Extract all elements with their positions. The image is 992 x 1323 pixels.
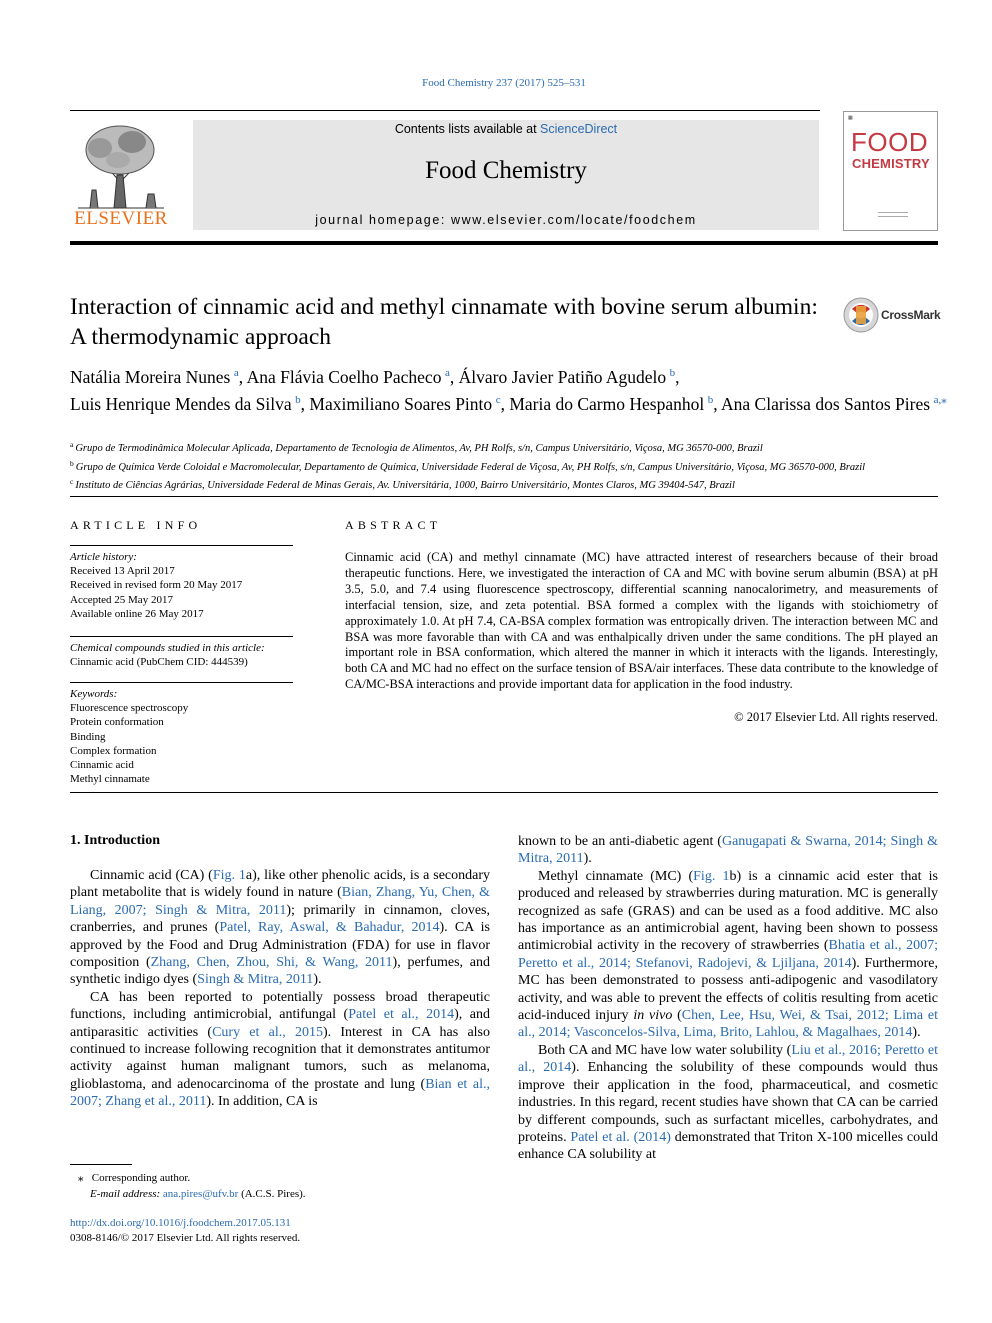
issn-line: 0308-8146/© 2017 Elsevier Ltd. All rights reserved. bbox=[70, 1232, 301, 1244]
author-affiliation-mark[interactable]: b bbox=[669, 367, 676, 379]
author-name: Maximiliano Soares Pinto bbox=[309, 394, 493, 414]
elsevier-logo bbox=[70, 120, 172, 230]
journal-masthead bbox=[193, 120, 819, 230]
top-rule bbox=[70, 110, 820, 111]
author-list bbox=[70, 362, 950, 416]
elsevier-tree-icon bbox=[70, 120, 172, 212]
body-paragraph bbox=[70, 989, 490, 1111]
abstract-copyright: © 2017 Elsevier Ltd. All rights reserved. bbox=[734, 710, 938, 724]
doi-link[interactable]: http://dx.doi.org/10.1016/j.foodchem.2017.05.131 bbox=[70, 1217, 291, 1229]
body-text: Cinnamic acid (CA) ( bbox=[90, 868, 213, 883]
footnote-star: ⁎ bbox=[78, 1172, 84, 1184]
corresponding-author-note bbox=[78, 1170, 478, 1186]
keyword-item: Cinnamic acid bbox=[70, 759, 134, 772]
affiliation-label: c bbox=[70, 477, 74, 486]
author-name: Ana Clarissa dos Santos Pires bbox=[721, 394, 931, 414]
author-separator: , bbox=[449, 367, 459, 387]
affiliation bbox=[70, 438, 970, 457]
journal-homepage bbox=[193, 213, 819, 227]
history-label: Article history: bbox=[70, 551, 137, 563]
body-text: ), perfumes, and synthetic indigo dyes ( bbox=[70, 955, 490, 988]
affiliation-text: Grupo de Termodinâmica Molecular Aplicada, Departamento de Tecnologia de Alimentos, Av, PH Rolfs, s/n, Campus Universitário, Viçosa, MG 36570-000, Brazil bbox=[75, 443, 763, 454]
author-affiliation-mark[interactable]: a bbox=[444, 367, 450, 379]
body-text: b) is a cinnamic acid ester that is produced and released by strawberries during maturation. MC is generally recognized as safe (GRAS) and can be used as a food additive. MC also has importance as an antimicrobial agent, having been shown to possess antimicrobial activity in the recovery of strawberries ( bbox=[518, 868, 938, 954]
citation-link[interactable]: Bian et al., 2007; Zhang et al., 2011 bbox=[70, 1076, 490, 1110]
citation-link[interactable]: Fig. 1 bbox=[693, 868, 730, 884]
keyword-item: Complex formation bbox=[70, 744, 157, 757]
crossmark-label: CrossMark bbox=[881, 308, 941, 322]
cover-icon: ▦ bbox=[848, 115, 853, 121]
author-name: Luis Henrique Mendes da Silva bbox=[70, 394, 292, 414]
affiliation-list bbox=[70, 438, 970, 494]
citation-link[interactable]: Patel et al., 2014 bbox=[348, 1007, 455, 1023]
citation-link[interactable]: Bhatia et al., 2007; Peretto et al., 2014; Stefanovi, Radojevi, & Ljiljana, 2014 bbox=[518, 938, 938, 971]
author bbox=[459, 367, 680, 387]
citation-link[interactable]: Cury et al., 2015 bbox=[212, 1024, 323, 1040]
body-text: CA has been reported to potentially possess broad therapeutic functions, including antimicrobial, antifungal ( bbox=[70, 989, 490, 1023]
author bbox=[309, 394, 509, 414]
cover-chemistry-text: CHEMISTRY bbox=[852, 156, 930, 171]
crossmark-icon bbox=[843, 297, 879, 333]
author bbox=[70, 367, 247, 387]
italic-text: in vivo bbox=[633, 1008, 673, 1024]
body-text: Both CA and MC have low water solubility ( bbox=[538, 1042, 792, 1058]
body-text: known to be an anti-diabetic agent ( bbox=[518, 834, 722, 849]
abstract-text: Cinnamic acid (CA) and methyl cinnamate (MC) have attracted interest of researchers because of their broad therapeutic functions. Here, we investigated the interaction of CA and MC with bovine serum albumin (BSA) at pH 3.5, 5.0, and 7.4 using fluorescence spectroscopy, differential scanning nanocalorimetry, and measurements of interfacial tension, size, and zeta potential. BSA formed a complex with the ligands with stoichiometry of approximately 1.0. At pH 7.4, CA-BSA complex formation was entropically driven. The interaction between MC and BSA was more favorable than with CA and was enthalpically driven under the same conditions. The pH played an important role in BSA conformation, which altered the manner in which it interacts with the ligands. Interestingly, both CA and MC had no effect on the surface tension of BSA/air interfaces. These data contribute to the knowledge of CA/MC-BSA interactions and provide important data for application in the food industry. bbox=[345, 550, 938, 692]
journal-name: Food Chemistry bbox=[425, 157, 587, 184]
journal-citation[interactable]: Food Chemistry 237 (2017) 525–531 bbox=[422, 77, 586, 89]
affiliation bbox=[70, 457, 970, 476]
info-rule bbox=[70, 545, 293, 546]
body-text: demonstrated that Triton X-100 micelles could enhance CA solubility at bbox=[518, 1129, 938, 1163]
citation-link[interactable]: Ganugapati & Swarna, 2014; Singh & Mitra, 2011 bbox=[518, 834, 938, 867]
email-link[interactable]: ana.pires@ufv.br bbox=[162, 1188, 239, 1200]
body-text: a), like other phenolic acids, is a secondary plant metabolite that is widely found in nature ( bbox=[70, 868, 490, 901]
author-separator: , bbox=[238, 367, 247, 387]
footnote bbox=[78, 1170, 478, 1202]
keyword-item: Methyl cinnamate bbox=[70, 773, 150, 786]
doi-block bbox=[70, 1216, 300, 1246]
footnote-rule bbox=[70, 1164, 132, 1165]
keywords-label: Keywords: bbox=[70, 688, 118, 700]
corresponding-mark[interactable]: ⁎ bbox=[941, 394, 947, 406]
corresponding-label: Corresponding author. bbox=[91, 1172, 191, 1184]
body-text: ); primarily in cinnamon, cloves, cranberries, and prunes ( bbox=[70, 902, 490, 936]
info-rule bbox=[70, 682, 293, 683]
author-affiliation-mark[interactable]: b bbox=[707, 394, 714, 406]
author-affiliation-mark[interactable]: b bbox=[295, 394, 301, 406]
article-history bbox=[70, 545, 293, 621]
body-column-left bbox=[70, 867, 490, 1111]
header-rule bbox=[70, 241, 938, 245]
history-list bbox=[70, 564, 293, 621]
body-text: ). In addition, CA is bbox=[206, 1094, 318, 1110]
author-affiliation-mark[interactable]: a bbox=[233, 367, 239, 379]
author-separator: , bbox=[300, 394, 310, 414]
intro-heading: 1. Introduction bbox=[70, 833, 160, 848]
keyword-item: Protein conformation bbox=[70, 716, 164, 729]
affiliation-label: b bbox=[70, 458, 74, 468]
body-paragraph bbox=[518, 833, 938, 868]
citation-link[interactable]: Zhang, Chen, Zhou, Shi, & Wang, 2011 bbox=[150, 955, 393, 971]
history-item: Received 13 April 2017 bbox=[70, 565, 175, 578]
author-separator: , bbox=[675, 367, 680, 387]
body-text: ). Interest in CA has also continued to increase following recognition that it demonstrates antitumor activity against human malignant tumors, such as melanoma, glioblastoma, and adenocarcinoma of the prostate and lung ( bbox=[70, 1024, 490, 1092]
author-affiliation-mark[interactable]: a, bbox=[933, 394, 942, 406]
body-text: ). Enhancing the solubility of these compounds would thus improve their application in the food, pharmaceutical, and cosmetic industries. In this regard, recent studies have shown that CA can be carried by different compounds, such as surfactant micelles, carbohydrates, and proteins. bbox=[518, 1060, 938, 1145]
citation-link[interactable]: Liu et al., 2016; Peretto et al., 2014 bbox=[518, 1042, 939, 1076]
keywords-block bbox=[70, 682, 293, 786]
history-item: Available online 26 May 2017 bbox=[70, 607, 204, 620]
cover-lines bbox=[878, 212, 908, 217]
abstract-heading: ABSTRACT bbox=[345, 518, 442, 532]
compound-item: Cinnamic acid (PubChem CID: 444539) bbox=[70, 656, 248, 669]
affiliation-text: Grupo de Química Verde Coloidal e Macromolecular, Departamento de Química, Universidade Federal de Viçosa, Av, PH Rolfs, s/n, Campus Universitário, Viçosa, MG 36570-000, Brazil bbox=[75, 461, 866, 473]
author-name: Maria do Carmo Hespanhol bbox=[509, 394, 705, 414]
author bbox=[721, 394, 947, 414]
compounds-label: Chemical compounds studied in this article: bbox=[70, 642, 265, 654]
keyword-list bbox=[70, 701, 293, 786]
author-name: Natália Moreira Nunes bbox=[70, 367, 231, 387]
body-text: ). bbox=[912, 1025, 921, 1041]
cover-food-text: FOOD bbox=[851, 127, 929, 157]
compound-list bbox=[70, 655, 293, 669]
citation-link[interactable]: Patel, Ray, Aswal, & Bahadur, 2014 bbox=[219, 920, 440, 936]
body-text: ( bbox=[672, 1008, 682, 1024]
section-rule bbox=[70, 792, 938, 793]
author-affiliation-mark[interactable]: c bbox=[495, 394, 501, 406]
body-paragraph bbox=[518, 868, 938, 1042]
crossmark-badge[interactable] bbox=[843, 297, 943, 333]
author bbox=[509, 394, 721, 414]
homepage-url[interactable]: www.elsevier.com/locate/foodchem bbox=[451, 213, 697, 227]
journal-cover-thumbnail bbox=[843, 111, 938, 231]
article-info-heading: ARTICLE INFO bbox=[70, 518, 202, 532]
body-text: ). bbox=[313, 972, 322, 988]
email-label: E-mail address: bbox=[90, 1188, 161, 1200]
affiliation-label: a bbox=[70, 440, 74, 449]
affiliation-text: Instituto de Ciências Agrárias, Universidade Federal de Minas Gerais, Av. Universitária, 1000, Bairro Universitário, Montes Claros, MG 39404-547, Brazil bbox=[75, 480, 735, 491]
citation-link[interactable]: Fig. 1 bbox=[212, 868, 246, 883]
author-name: Álvaro Javier Patiño Agudelo bbox=[458, 367, 667, 387]
affiliation bbox=[70, 475, 970, 494]
body-text: Methyl cinnamate (MC) ( bbox=[538, 868, 694, 884]
contents-line bbox=[193, 122, 819, 136]
body-text: ). bbox=[583, 851, 592, 867]
info-rule bbox=[70, 636, 293, 637]
body-text: ). Furthermore, MC has been demonstrated to possess anti-adipogenic and vasodilatory activity, and was able to prevent the effects of colitis resulting from acetic acid-induced injury bbox=[518, 955, 938, 1024]
author bbox=[247, 367, 459, 387]
section-rule bbox=[70, 496, 938, 497]
email-suffix: (A.C.S. Pires). bbox=[238, 1188, 306, 1200]
author-separator: , bbox=[713, 394, 722, 414]
body-text: ). CA is approved by the Food and Drug Administration (FDA) for use in flavor composition ( bbox=[70, 920, 490, 971]
body-text: ), and antiparasitic activities ( bbox=[70, 1007, 490, 1040]
article-title: Interaction of cinnamic acid and methyl cinnamate with bovine serum albumin: A thermodynamic approach bbox=[70, 294, 818, 350]
citation-link[interactable]: Patel et al. (2014) bbox=[570, 1129, 671, 1145]
author bbox=[70, 394, 309, 414]
elsevier-wordmark: ELSEVIER bbox=[74, 208, 168, 229]
contents-prefix: Contents lists available at bbox=[394, 122, 541, 136]
history-item: Received in revised form 20 May 2017 bbox=[70, 579, 243, 592]
citation-link[interactable]: Chen, Lee, Hsu, Wei, & Tsai, 2012; Lima et al., 2014; Vasconcelos-Silva, Lima, Brito, Lahlou, & Magalhaes, 2014 bbox=[518, 1008, 938, 1041]
citation-link[interactable]: Singh & Mitra, 2011 bbox=[197, 972, 314, 988]
citation-link[interactable]: Bian, Zhang, Yu, Chen, & Liang, 2007; Singh & Mitra, 2011 bbox=[70, 885, 490, 918]
email-line bbox=[78, 1186, 478, 1202]
homepage-prefix: journal homepage: bbox=[315, 213, 452, 227]
author-separator: , bbox=[500, 394, 510, 414]
body-column-right bbox=[518, 833, 938, 1164]
keyword-item: Fluorescence spectroscopy bbox=[70, 702, 189, 715]
author-name: Ana Flávia Coelho Pacheco bbox=[246, 367, 442, 387]
body-paragraph bbox=[70, 867, 490, 989]
keyword-item: Binding bbox=[70, 730, 106, 743]
sciencedirect-link[interactable]: ScienceDirect bbox=[540, 122, 618, 136]
body-paragraph bbox=[518, 1042, 938, 1164]
history-item: Accepted 25 May 2017 bbox=[70, 593, 173, 606]
compounds-block bbox=[70, 636, 293, 669]
